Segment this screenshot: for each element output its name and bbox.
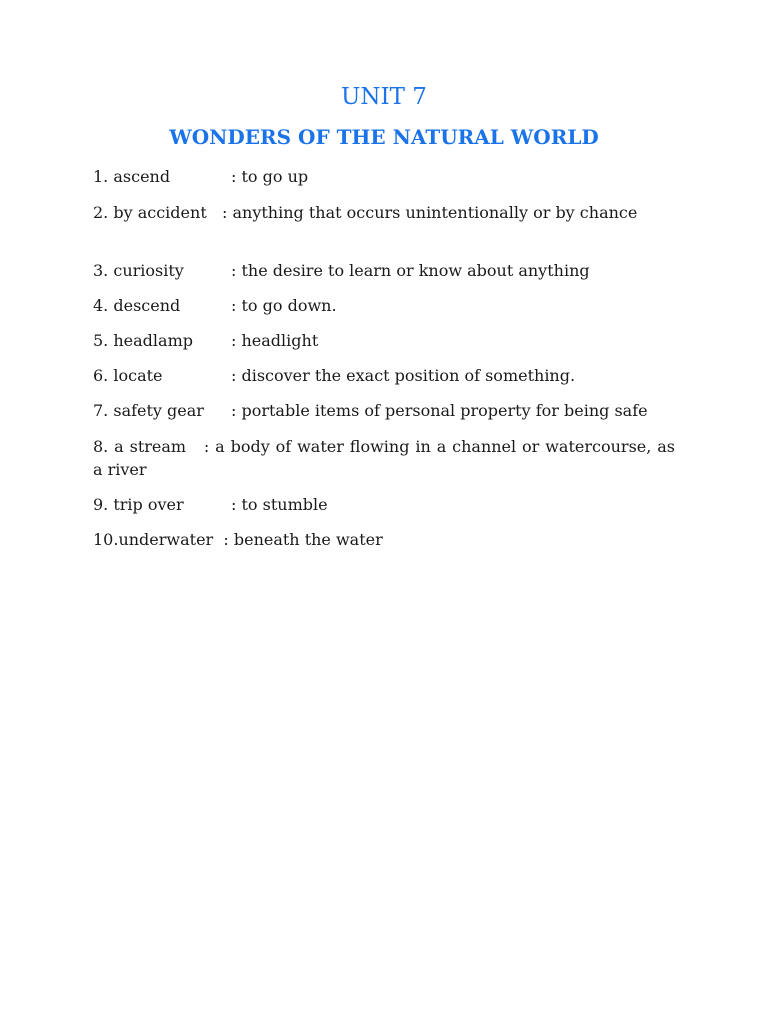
vocabulary-term: 8. a stream — [93, 437, 198, 456]
vocabulary-definition: : to stumble — [231, 495, 328, 514]
vocabulary-term: 9. trip over — [93, 495, 184, 514]
vocabulary-definition: : to go up — [231, 167, 309, 186]
vocabulary-definition: : the desire to learn or know about anything — [231, 261, 590, 280]
vocabulary-term: 4. descend — [93, 296, 181, 315]
vocabulary-term: 10.underwater — [93, 530, 219, 549]
vocabulary-term: 5. headlamp — [93, 331, 193, 350]
vocabulary-term: 1. ascend — [93, 167, 171, 186]
vocabulary-definition: : a body of water flowing in a channel or watercourse, as a river — [93, 437, 675, 479]
vocabulary-definition: : portable items of personal property for being safe — [231, 401, 648, 420]
unit-title: WONDERS OF THE NATURAL WORLD — [169, 125, 599, 149]
vocabulary-entry — [93, 201, 675, 224]
vocabulary-definition: : beneath the water — [223, 530, 383, 549]
unit-heading: UNIT 7 — [341, 84, 427, 110]
vocabulary-term: 3. curiosity — [93, 261, 184, 280]
vocabulary-definition: : discover the exact position of something. — [231, 366, 576, 385]
vocabulary-definition: : headlight — [231, 331, 319, 350]
vocabulary-term: 7. safety gear — [93, 401, 204, 420]
vocabulary-entry — [93, 435, 675, 481]
vocabulary-definition: : anything that occurs unintentionally or by chance — [222, 203, 638, 222]
vocabulary-definition: : to go down. — [231, 296, 337, 315]
vocabulary-entry — [93, 528, 675, 551]
vocabulary-term: 2. by accident — [93, 203, 217, 222]
vocabulary-term: 6. locate — [93, 366, 163, 385]
